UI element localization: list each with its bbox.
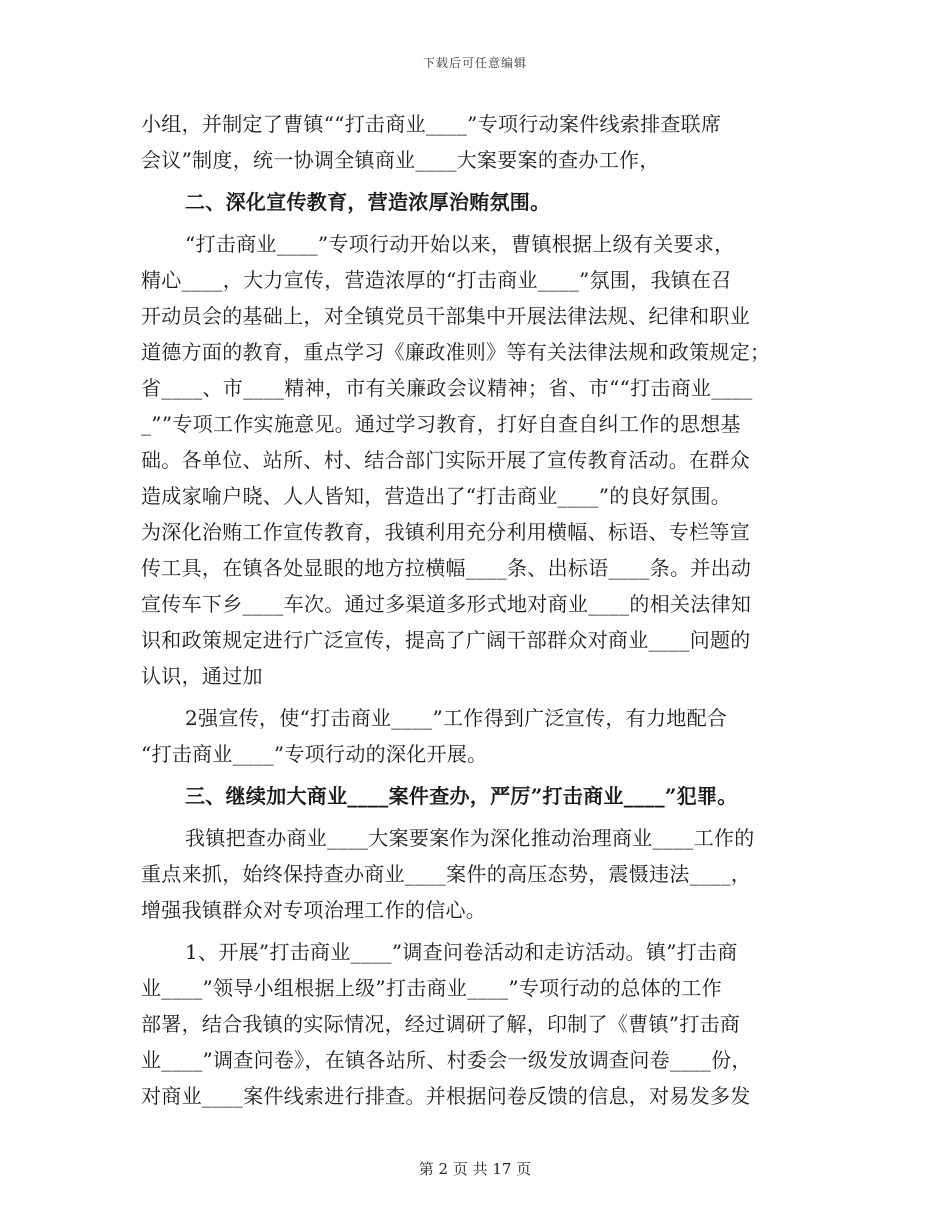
body-text-line: “打击商业____”专项行动开始以来，曹镇根据上级有关要求， (185, 232, 735, 256)
body-text-line: 业____”调查问卷》，在镇各站所、村委会一级发放调查问卷____份， (141, 1048, 752, 1072)
page-header-note: 下载后可任意编辑 (422, 56, 527, 70)
body-text-line: 我镇把查办商业____大案要案作为深化推动治理商业____工作的 (185, 826, 755, 850)
body-text-line: 省____、市____精神，市有关廉政会议精神；省、市““打击商业____ (141, 376, 753, 400)
section-heading-line: 三、继续加大商业____案件查办，严厉”打击商业____”犯罪。 (185, 784, 738, 808)
body-text-line: 2强宣传，使“打击商业____”工作得到广泛宣传，有力地配合 (185, 706, 728, 730)
body-text-line: 识和政策规定进行广泛宣传，提高了广阔干部群众对商业____问题的 (141, 628, 751, 652)
body-text-line: 精心____，大力宣传，营造浓厚的“打击商业____”氛围，我镇在召 (141, 268, 732, 292)
body-text-line: 业____”领导小组根据上级”打击商业____”专项行动的总体的工作 (141, 976, 722, 1000)
document-body (141, 106, 803, 1114)
body-text-line: 宣传车下乡____车次。通过多渠道多形式地对商业____的相关法律知 (141, 592, 752, 616)
body-text-line: 增强我镇群众对专项治理工作的信心。 (141, 898, 487, 922)
body-text-line: 础。各单位、站所、村、结合部门实际开展了宣传教育活动。在群众 (141, 448, 750, 472)
body-text-line: 造成家喻户晓、人人皆知，营造出了“打击商业____”的良好氛围。 (141, 484, 732, 508)
section-heading-line: 二、深化宣传教育，营造浓厚治贿氛围。 (185, 190, 551, 214)
body-text-line: 重点来抓，始终保持查办商业____案件的高压态势，震慑违法____， (141, 862, 752, 886)
page-number-footer: 第 2 页 共 17 页 (418, 1160, 532, 1178)
body-text-line: _””专项工作实施意见。通过学习教育，打好自查自纠工作的思想基 (141, 412, 741, 436)
body-text-line: 道德方面的教育，重点学习《廉政准则》等有关法律法规和政策规定； (141, 340, 771, 364)
body-text-line: 1、开展”打击商业____”调查问卷活动和走访活动。镇”打击商 (185, 940, 738, 964)
body-text-line: 对商业____案件线索进行排查。并根据问卷反馈的信息，对易发多发 (141, 1084, 751, 1108)
body-text-line: 部署，结合我镇的实际情况，经过调研了解，印制了《曹镇”打击商 (141, 1012, 741, 1036)
body-text-line: 传工具，在镇各处显眼的地方拉横幅____条、出标语____条。并出动 (141, 556, 752, 580)
body-text-line: 会议”制度，统一协调全镇商业____大案要案的查办工作， (141, 148, 660, 172)
body-text-line: 认识，通过加 (141, 664, 263, 688)
body-text-line: 为深化治贿工作宣传教育，我镇利用充分利用横幅、标语、专栏等宣 (141, 520, 750, 544)
body-text-line: 小组，并制定了曹镇““打击商业____”专项行动案件线索排查联席 (141, 112, 722, 136)
body-text-line: 开动员会的基础上，对全镇党员干部集中开展法律法规、纪律和职业 (141, 304, 750, 328)
body-text-line: “打击商业____”专项行动的深化开展。 (141, 742, 488, 766)
